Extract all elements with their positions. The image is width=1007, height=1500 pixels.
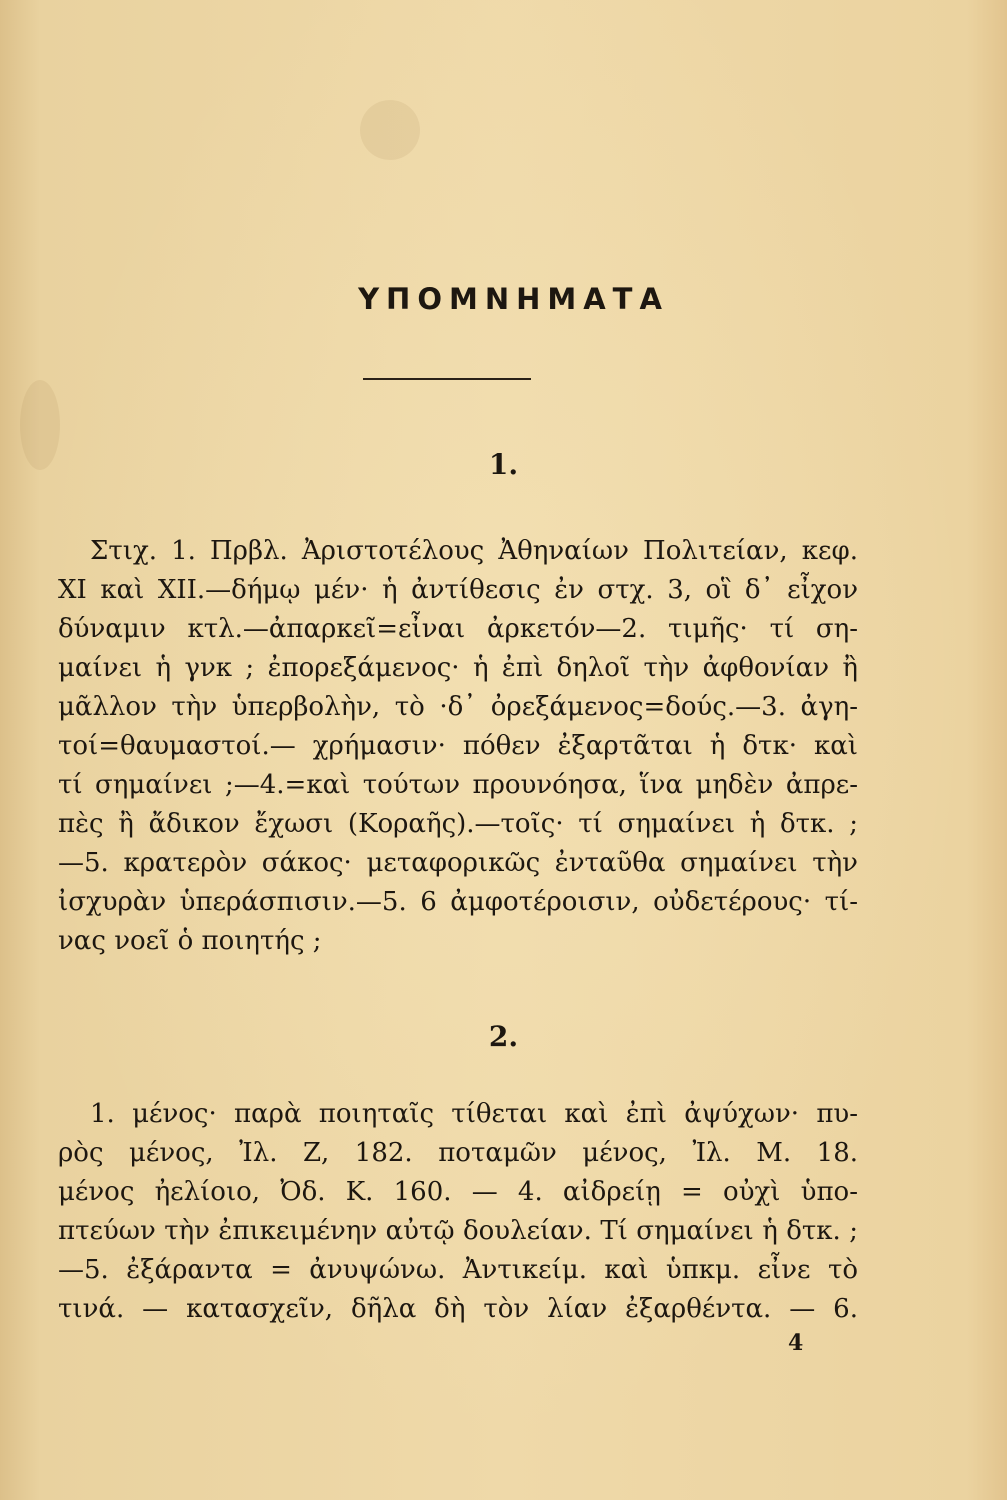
text-line: —5. κρατερὸν σάκος· μεταφορικῶς ἐνταῦθα σημαίνει τὴν — [58, 848, 858, 878]
text-line: 1. μένος· παρὰ ποιηταῖς τίθεται καὶ ἐπὶ ἀψύχων· πυ- — [90, 1099, 858, 1129]
page-number: 4 — [788, 1330, 804, 1356]
text-line: μαίνει ἡ γνκ ; ἐπορεξάμενος· ἡ ἐπὶ δηλοῖ τὴν ἀφθονίαν ἢ — [58, 653, 858, 683]
text-line: XI καὶ XII.—δήμῳ μέν· ἡ ἀντίθεσις ἐν στχ. 3, οἳ δ᾽ εἶχον — [58, 575, 858, 605]
text-line: Στιχ. 1. Πρβλ. Ἀριστοτέλους Ἀθηναίων Πολιτείαν, κεφ. — [90, 536, 858, 566]
page-title: ΥΠΟΜΝΗΜΑΤΑ — [358, 282, 669, 316]
text-line: πτεύων τὴν ἐπικειμένην αὐτῷ δουλείαν. Τί σημαίνει ἡ δτκ. ; — [58, 1216, 858, 1246]
section-number-1: 1. — [488, 448, 519, 481]
text-line: —5. ἐξάραντα = ἀνυψώνω. Ἀντικείμ. καὶ ὑπκμ. εἶνε τὸ — [58, 1255, 858, 1285]
text-line: τοί=θαυμαστοί.— χρήμασιν· πόθεν ἐξαρτᾶται ἡ δτκ· καὶ — [58, 731, 858, 761]
section-2-text — [58, 1095, 858, 1329]
text-line: πὲς ἢ ἄδικον ἔχωσι (Κοραῆς).—τοῖς· τί σημαίνει ἡ δτκ. ; — [58, 809, 858, 839]
text-line: δύναμιν κτλ.—ἀπαρκεῖ=εἶναι ἀρκετόν—2. τιμῆς· τί ση- — [58, 614, 858, 644]
text-line: τινά. — κατασχεῖν, δῆλα δὴ τὸν λίαν ἐξαρθέντα. — 6. — [58, 1294, 858, 1324]
text-line: ἰσχυρὰν ὑπεράσπισιν.—5. 6 ἀμφοτέροισιν, οὐδετέρους· τί- — [58, 887, 858, 917]
title-divider — [363, 378, 531, 380]
text-line: μένος ἠελίοιο, Ὀδ. Κ. 160. — 4. αἰδρείῃ = οὐχὶ ὑπο- — [58, 1177, 858, 1207]
text-line: μᾶλλον τὴν ὑπερβολὴν, τὸ ·δ᾽ ὀρεξάμενος=δούς.—3. ἀγη- — [58, 692, 858, 722]
text-line: νας νοεῖ ὁ ποιητής ; — [58, 926, 322, 956]
paper-stain — [360, 100, 420, 160]
text-line: τί σημαίνει ;—4.=καὶ τούτων προυνόησα, ἵνα μηδὲν ἀπρε- — [58, 770, 858, 800]
section-number-2: 2. — [488, 1020, 519, 1053]
text-line: ρὸς μένος, Ἰλ. Ζ, 182. ποταμῶν μένος, Ἰλ. Μ. 18. — [58, 1138, 858, 1168]
section-1-text — [58, 532, 858, 961]
